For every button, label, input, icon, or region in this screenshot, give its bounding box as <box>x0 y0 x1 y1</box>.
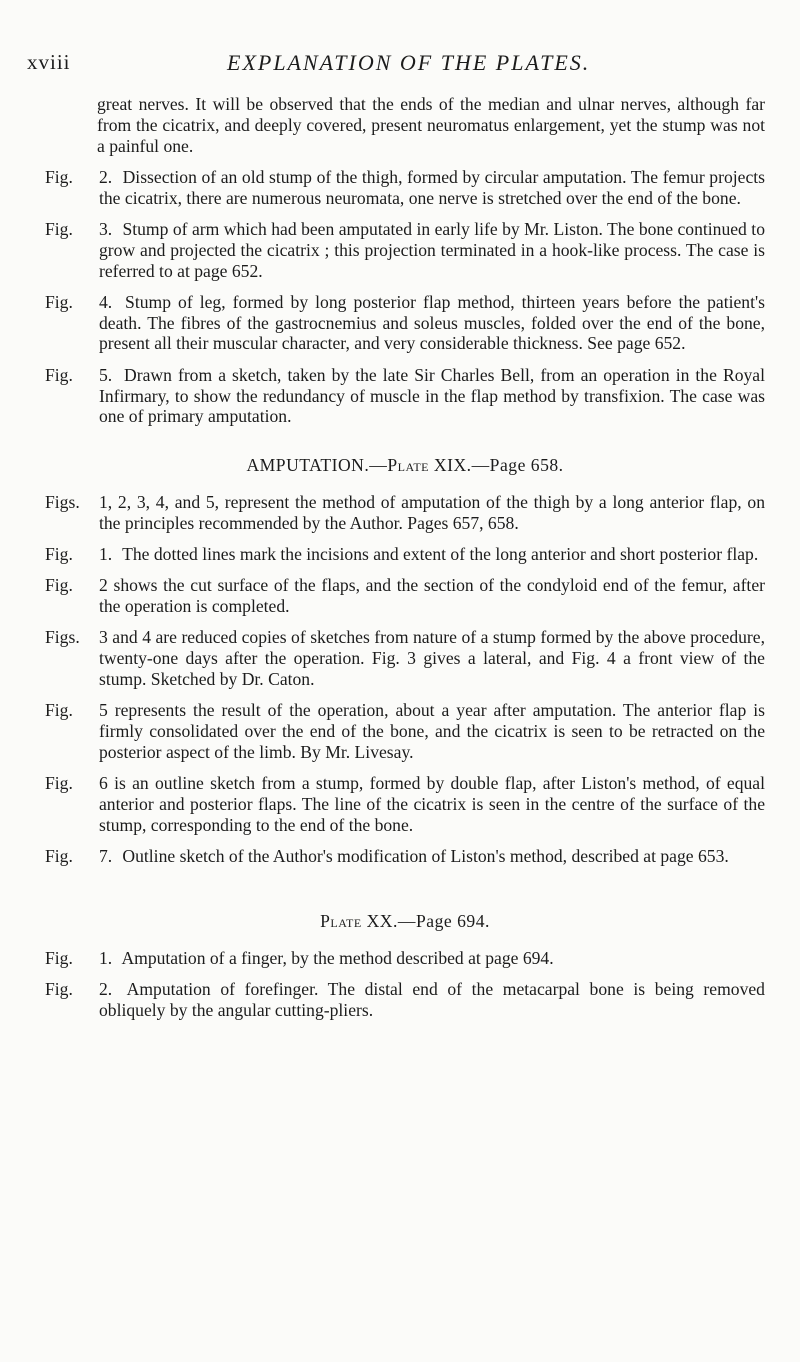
figure-label: Fig. <box>45 364 73 385</box>
figure-label: Fig. <box>45 947 73 968</box>
figure-entry <box>45 627 765 689</box>
figure-label: Fig. <box>45 846 73 867</box>
figure-label: Fig. <box>45 291 73 312</box>
figure-text: 6 is an outline sketch from a stump, formed by double flap, after Liston's method, of equal anterior and posterior flaps. The line of the cicatrix is seen in the centre of the surface of the stump, corresponding to the end of the bone. <box>99 773 765 835</box>
running-title: EXPLANATION OF THE PLATES. <box>227 50 591 75</box>
figure-entry <box>45 948 765 969</box>
page-number: xviii <box>27 50 71 74</box>
figure-entry <box>45 292 765 354</box>
figure-entry <box>45 492 765 534</box>
page-body <box>45 94 765 1031</box>
figure-label: Fig. <box>45 979 73 999</box>
figure-entry <box>45 167 765 209</box>
running-head <box>27 50 787 80</box>
figure-entry <box>45 773 765 835</box>
figure-text: 1. Amputation of a finger, by the method described at page 694. <box>99 947 554 968</box>
figure-text: 1, 2, 3, 4, and 5, represent the method of amputation of the thigh by a long anterior flap, on the principles recommended by the Author. Pages 657, 658. <box>99 491 765 533</box>
figure-entry <box>45 846 765 867</box>
figure-entry <box>45 700 765 762</box>
figure-text: 7. Outline sketch of the Author's modification of Liston's method, described at page 653. <box>99 846 729 867</box>
figure-text: 1. The dotted lines mark the incisions and extent of the long anterior and short posterior flap. <box>99 544 759 565</box>
figure-text: 3 and 4 are reduced copies of sketches from nature of a stump formed by the above procedure, twenty-one days after the operation. Fig. 3 gives a lateral, and Fig. 4 a front view of the stump. Sketched by Dr. Caton. <box>99 627 765 690</box>
figure-text: 3. Stump of arm which had been amputated in early life by Mr. Liston. The bone continued to grow and projected the cicatrix ; this projection terminated in a hook-like process. The case is referred to at page 652. <box>99 218 765 281</box>
figure-entry <box>45 219 765 281</box>
figure-label: Figs. <box>45 491 80 512</box>
section-heading-plate-xx: Plate XX.—Page 694. <box>320 910 490 931</box>
figure-text: 2 shows the cut surface of the flaps, and the section of the condyloid end of the femur, after the operation is completed. <box>99 575 765 617</box>
figure-entry <box>45 544 765 565</box>
figure-label: Fig. <box>45 166 73 187</box>
figure-label: Fig. <box>45 700 73 721</box>
figure-label: Fig. <box>45 218 73 239</box>
figure-text: 2. Dissection of an old stump of the thigh, formed by circular amputation. The femur projects the cicatrix, there are numerous neuromata, one nerve is stretched over the end of the bone. <box>99 166 765 208</box>
figure-entry <box>45 979 765 1021</box>
figure-text: 2. Amputation of forefinger. The distal end of the metacarpal bone is being removed obliquely by the angular cutting-pliers. <box>99 979 765 1020</box>
figure-label: Fig. <box>45 575 73 596</box>
figure-entry <box>45 365 765 427</box>
figure-text: 4. Stump of leg, formed by long posterior flap method, thirteen years before the patient's death. The fibres of the gastrocnemius and soleus muscles, folded over the end of the bone, present all their muscular character, and very considerable thickness. See page 652. <box>99 291 765 354</box>
figure-text: 5 represents the result of the operation, about a year after amputation. The anterior flap is firmly consolidated over the end of the bone, and the cicatrix is seen to be retracted on the posterior aspect of the limb. By Mr. Livesay. <box>99 700 765 762</box>
figure-label: Fig. <box>45 773 73 794</box>
figure-entry <box>45 575 765 617</box>
figure-label: Figs. <box>45 627 80 648</box>
figure-label: Fig. <box>45 544 73 565</box>
figure-text: 5. Drawn from a sketch, taken by the late Sir Charles Bell, from an operation in the Royal Infirmary, to show the redundancy of muscle in the flap method by transfixion. The case was one of primary amputation. <box>99 364 765 427</box>
continued-paragraph: great nerves. It will be observed that the ends of the median and ulnar nerves, although far from the cicatrix, and deeply covered, present neuromatus enlargement, yet the stump was not a painful one. <box>97 94 765 156</box>
section-heading-plate-xix: AMPUTATION.—Plate XIX.—Page 658. <box>246 455 564 476</box>
